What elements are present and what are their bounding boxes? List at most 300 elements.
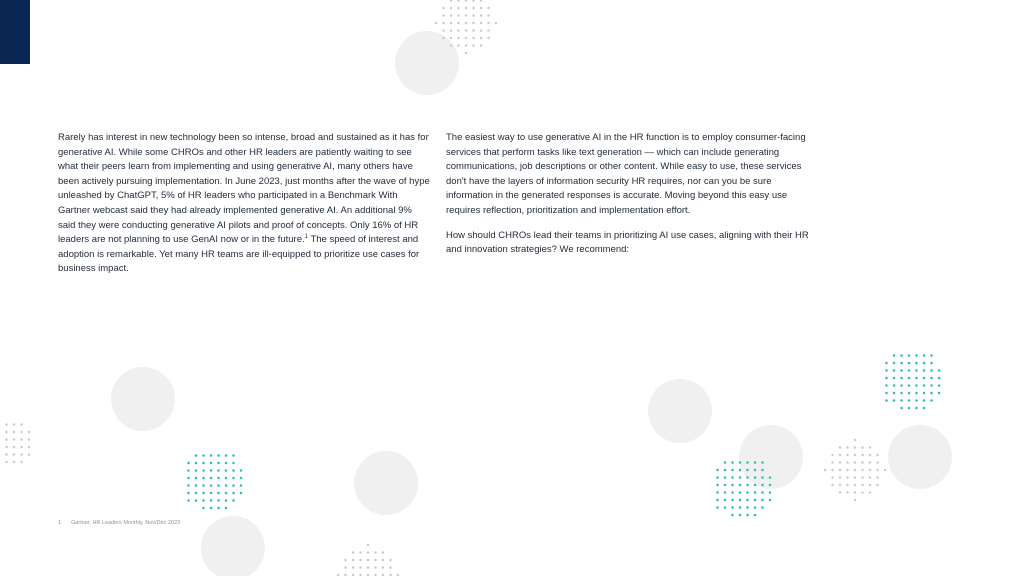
decorative-dot [739,491,742,494]
decorative-dot [839,469,842,472]
decorative-dot [472,37,475,40]
decorative-dot [900,362,903,365]
dot-cluster [187,454,242,509]
decorative-dot [187,469,190,472]
decorative-dot [13,431,16,434]
decorative-dot [382,566,385,569]
decorative-dot [876,469,879,472]
corner-accent-bar [0,0,30,64]
decorative-dot [210,477,213,480]
decorative-dot [465,22,468,25]
decorative-dot [20,431,23,434]
decorative-dot [5,423,8,426]
decorative-dot [746,469,749,472]
decorative-dot [915,392,918,395]
footnote-number: 1 [58,520,62,526]
decorative-dot [716,491,719,494]
decorative-dot [930,399,933,402]
decorative-dot [846,469,849,472]
decorative-dot [367,551,370,554]
decorative-dot [769,499,772,502]
decorative-dot [769,476,772,479]
decorative-dot [893,377,896,380]
decorative-dot [908,399,911,402]
decorative-dot [20,438,23,441]
decorative-dot [876,476,879,479]
decorative-dot [232,469,235,472]
decorative-dot [202,477,205,480]
decorative-dot [930,362,933,365]
decorative-dot [187,484,190,487]
decorative-dot [839,461,842,464]
decorative-dot [731,476,734,479]
decorative-dot [846,491,849,494]
decorative-dot [885,399,888,402]
decorative-dot [217,484,220,487]
decorative-dot [435,22,438,25]
decorative-dot [869,461,872,464]
decorative-dot [344,559,347,562]
decorative-dot [28,438,31,441]
decorative-dot [746,499,749,502]
decorative-dot [846,446,849,449]
decorative-dot [359,559,362,562]
decorative-dot [480,44,483,47]
decorative-dot [754,469,757,472]
decorative-dot [359,566,362,569]
decorative-dot [893,354,896,357]
decorative-dot [839,484,842,487]
decorative-circle [111,367,175,431]
decorative-dot [442,37,445,40]
decorative-dot [187,492,190,495]
decorative-dot [232,454,235,457]
decorative-dot [831,484,834,487]
decorative-dot [861,461,864,464]
decorative-dot [923,384,926,387]
decorative-dot [472,29,475,32]
decorative-dot [754,484,757,487]
decorative-dot [900,369,903,372]
decorative-dot [465,44,468,47]
decorative-dot [487,22,490,25]
decorative-dot [374,559,377,562]
decorative-dot [217,477,220,480]
decorative-dot [450,0,453,2]
decorative-dot [195,492,198,495]
decorative-dot [893,369,896,372]
decorative-dot [754,514,757,517]
decorative-dot [457,44,460,47]
dot-cluster [885,354,940,409]
left-text-column [58,131,430,287]
decorative-dot [225,492,228,495]
decorative-dot [915,354,918,357]
decorative-dot [839,454,842,457]
decorative-dot [187,477,190,480]
decorative-dot [893,399,896,402]
decorative-dot [240,469,243,472]
decorative-dot [846,484,849,487]
decorative-dot [923,377,926,380]
decorative-dot [724,469,727,472]
decorative-dot [854,446,857,449]
dot-cluster [337,544,400,576]
decorative-dot [915,384,918,387]
decorative-circle [395,31,459,95]
decorative-dot [232,484,235,487]
decorative-dot [202,454,205,457]
decorative-dot [900,392,903,395]
decorative-dot [869,484,872,487]
decorative-dot [900,354,903,357]
decorative-dot [195,462,198,465]
decorative-dot [908,362,911,365]
paragraph-easiest-way: The easiest way to use generative AI in the HR function is to employ consumer-facing services that perform tasks like text generation — which can include generating communications, job descriptions or other content. While easy to use, these services don't have the layers of information security HR requires, nor can you be sure information in the generated responses is accurate. Moving beyond this easy use requires reflection, prioritization and implementation effort. [446,132,806,216]
decorative-dot [450,7,453,10]
decorative-dot [839,491,842,494]
decorative-dot [846,461,849,464]
decorative-dot [217,492,220,495]
decorative-dot [930,384,933,387]
footnote [58,520,190,526]
decorative-dot [457,22,460,25]
decorative-dot [930,377,933,380]
decorative-dot [861,476,864,479]
decorative-dot [716,476,719,479]
decorative-dot [761,484,764,487]
decorative-dot [480,0,483,2]
decorative-dot [761,469,764,472]
decorative-dot [754,499,757,502]
decorative-dot [210,499,213,502]
decorative-dot [854,439,857,442]
decorative-dot [900,399,903,402]
decorative-dot [724,461,727,464]
decorative-dot [900,384,903,387]
decorative-dot [480,29,483,32]
decorative-dot [739,514,742,517]
intro-text-continued: The speed of interest and adoption is remarkable. Yet many HR teams are ill-equipped to prioritize use cases for business impact. [58,234,420,275]
decorative-dot [5,431,8,434]
decorative-dot [210,507,213,510]
decorative-circle [354,451,418,515]
decorative-dot [225,499,228,502]
decorative-dot [900,407,903,410]
decorative-dot [923,399,926,402]
decorative-dot [831,461,834,464]
decorative-dot [861,454,864,457]
decorative-dot [854,454,857,457]
decorative-dot [240,484,243,487]
decorative-dot [20,423,23,426]
decorative-dot [13,453,16,456]
decorative-dot [210,469,213,472]
decorative-dot [487,29,490,32]
decorative-dot [739,469,742,472]
decorative-dot [217,462,220,465]
decorative-dot [876,484,879,487]
decorative-dot [5,461,8,464]
decorative-dot [389,566,392,569]
dot-cluster [824,439,887,502]
decorative-dot [195,499,198,502]
decorative-dot [861,484,864,487]
decorative-dot [495,22,498,25]
decorative-dot [480,7,483,10]
decorative-dot [824,469,827,472]
decorative-dot [746,461,749,464]
decorative-dot [442,7,445,10]
decorative-dot [5,446,8,449]
decorative-dot [754,476,757,479]
decorative-dot [442,14,445,17]
decorative-dot [876,454,879,457]
decorative-dot [746,476,749,479]
decorative-dot [893,384,896,387]
decorative-dot [885,384,888,387]
decorative-dot [232,462,235,465]
decorative-dot [28,446,31,449]
decorative-dot [382,559,385,562]
decorative-dot [202,507,205,510]
decorative-dot [202,462,205,465]
decorative-dot [938,377,941,380]
decorative-dot [854,484,857,487]
decorative-dot [13,461,16,464]
decorative-dot [739,506,742,509]
decorative-dot [724,484,727,487]
decorative-dot [739,461,742,464]
decorative-dot [769,484,772,487]
decorative-dot [846,476,849,479]
decorative-dot [930,392,933,395]
decorative-dot [225,454,228,457]
decorative-dot [232,492,235,495]
decorative-dot [923,407,926,410]
decorative-dot [938,369,941,372]
decorative-dot [457,14,460,17]
decorative-dot [480,14,483,17]
decorative-dot [854,476,857,479]
decorative-dot [724,499,727,502]
decorative-dot [20,446,23,449]
decorative-dot [217,454,220,457]
decorative-dot [869,469,872,472]
decorative-dot [831,454,834,457]
decorative-dot [731,461,734,464]
dot-cluster [0,423,30,463]
decorative-dot [450,37,453,40]
decorative-dot [761,476,764,479]
decorative-dot [915,399,918,402]
decorative-dot [457,7,460,10]
decorative-dot [761,506,764,509]
decorative-dot [861,491,864,494]
decorative-dot [450,44,453,47]
decorative-circle [739,425,803,489]
decorative-dot [202,492,205,495]
decorative-dot [746,484,749,487]
decorative-dot [716,506,719,509]
decorative-dot [915,377,918,380]
decorative-dot [885,392,888,395]
decorative-dot [13,438,16,441]
decorative-dot [716,484,719,487]
decorative-dot [202,469,205,472]
decorative-dot [724,476,727,479]
decorative-dot [457,29,460,32]
decorative-dot [769,491,772,494]
decorative-dot [724,491,727,494]
decorative-dot [908,369,911,372]
decorative-dot [915,362,918,365]
decorative-dot [900,377,903,380]
decorative-dot [187,499,190,502]
decorative-dot [202,484,205,487]
footnote-text: Gartner, HR Leaders Monthly, Nov/Dec 2023 [71,520,181,526]
decorative-dot [20,461,23,464]
decorative-dot [367,559,370,562]
decorative-dot [739,499,742,502]
decorative-dot [746,491,749,494]
decorative-dot [480,37,483,40]
decorative-dot [472,7,475,10]
decorative-dot [908,392,911,395]
decorative-dot [472,44,475,47]
decorative-dot [195,484,198,487]
decorative-dot [465,52,468,55]
decorative-dot [754,491,757,494]
decorative-dot [472,14,475,17]
decorative-dot [472,0,475,2]
decorative-dot [442,22,445,25]
decorative-dot [908,377,911,380]
decorative-dot [930,354,933,357]
decorative-dot [195,469,198,472]
decorative-dot [465,0,468,2]
decorative-dot [352,559,355,562]
decorative-dot [915,407,918,410]
decorative-dot [761,491,764,494]
decorative-dot [724,506,727,509]
decorative-dot [731,469,734,472]
decorative-dot [876,461,879,464]
decorative-dot [217,499,220,502]
decorative-dot [761,499,764,502]
decorative-dot [893,362,896,365]
decorative-dot [382,551,385,554]
decorative-dot [195,454,198,457]
decorative-dot [716,499,719,502]
decorative-dot [465,29,468,32]
decorative-dot [487,37,490,40]
decorative-dot [225,507,228,510]
decorative-dot [210,454,213,457]
decorative-dot [13,446,16,449]
decorative-dot [5,438,8,441]
decorative-dot [210,484,213,487]
decorative-dot [869,491,872,494]
decorative-dot [908,407,911,410]
decorative-dot [217,507,220,510]
decorative-dot [854,469,857,472]
decorative-circle [648,379,712,443]
decorative-dot [225,484,228,487]
decorative-dot [232,499,235,502]
decorative-dot [885,369,888,372]
decorative-dot [839,476,842,479]
decorative-dot [754,506,757,509]
decorative-dot [885,362,888,365]
decorative-dot [854,491,857,494]
decorative-dot [861,446,864,449]
decorative-dot [739,484,742,487]
paragraph-recommend: How should CHROs lead their teams in prioritizing AI use cases, aligning with their HR and innovation strategies? We recommend: [446,229,809,256]
decorative-dot [884,469,887,472]
decorative-dot [450,22,453,25]
decorative-dot [746,514,749,517]
intro-text: Rarely has interest in new technology been so intense, broad and sustained as it has for generative AI. While some CHROs and other HR leaders are patiently waiting to see what their peers learn from implementing and using generative AI, many others have been actively pursuing implementation. In June 2023, just months after the wave of hype unleashed by ChatGPT, 5% of HR leaders who participated in a Benchmark With Gartner webcast said they had already implemented generative AI. An additional 9% said they were conducting generative AI pilots and proof of concepts. Only 16% of HR leaders are not planning to use GenAI now or in the future. [58,132,430,246]
decorative-dot [225,477,228,480]
decorative-circle [888,425,952,489]
decorative-dot [225,469,228,472]
decorative-dot [5,453,8,456]
decorative-dot [13,423,16,426]
decorative-dot [457,37,460,40]
decorative-dot [731,514,734,517]
intro-paragraph [58,131,430,277]
decorative-dot [28,431,31,434]
decorative-dot [731,506,734,509]
decorative-dot [923,362,926,365]
decorative-dot [908,384,911,387]
decorative-dot [915,369,918,372]
decorative-dot [839,446,842,449]
decorative-dot [861,469,864,472]
decorative-dot [225,462,228,465]
decorative-dot [457,0,460,2]
decorative-circle [201,516,265,576]
decorative-dot [465,14,468,17]
decorative-dot [450,29,453,32]
decorative-dot [28,453,31,456]
decorative-dot [831,476,834,479]
decorative-dot [739,476,742,479]
decorative-dot [359,551,362,554]
decorative-dot [210,462,213,465]
decorative-dot [854,499,857,502]
decorative-dot [885,377,888,380]
decorative-dot [761,461,764,464]
decorative-dot [450,14,453,17]
decorative-dot [20,453,23,456]
decorative-dot [202,499,205,502]
decorative-dot [869,454,872,457]
decorative-dot [480,22,483,25]
decorative-dot [352,551,355,554]
decorative-dot [232,477,235,480]
decorative-dot [210,492,213,495]
decorative-dot [938,384,941,387]
decorative-dot [465,7,468,10]
decorative-dot [754,461,757,464]
decorative-dot [240,492,243,495]
decorative-dot [938,392,941,395]
decorative-dot [367,566,370,569]
decorative-dot [195,477,198,480]
decorative-dot [352,566,355,569]
